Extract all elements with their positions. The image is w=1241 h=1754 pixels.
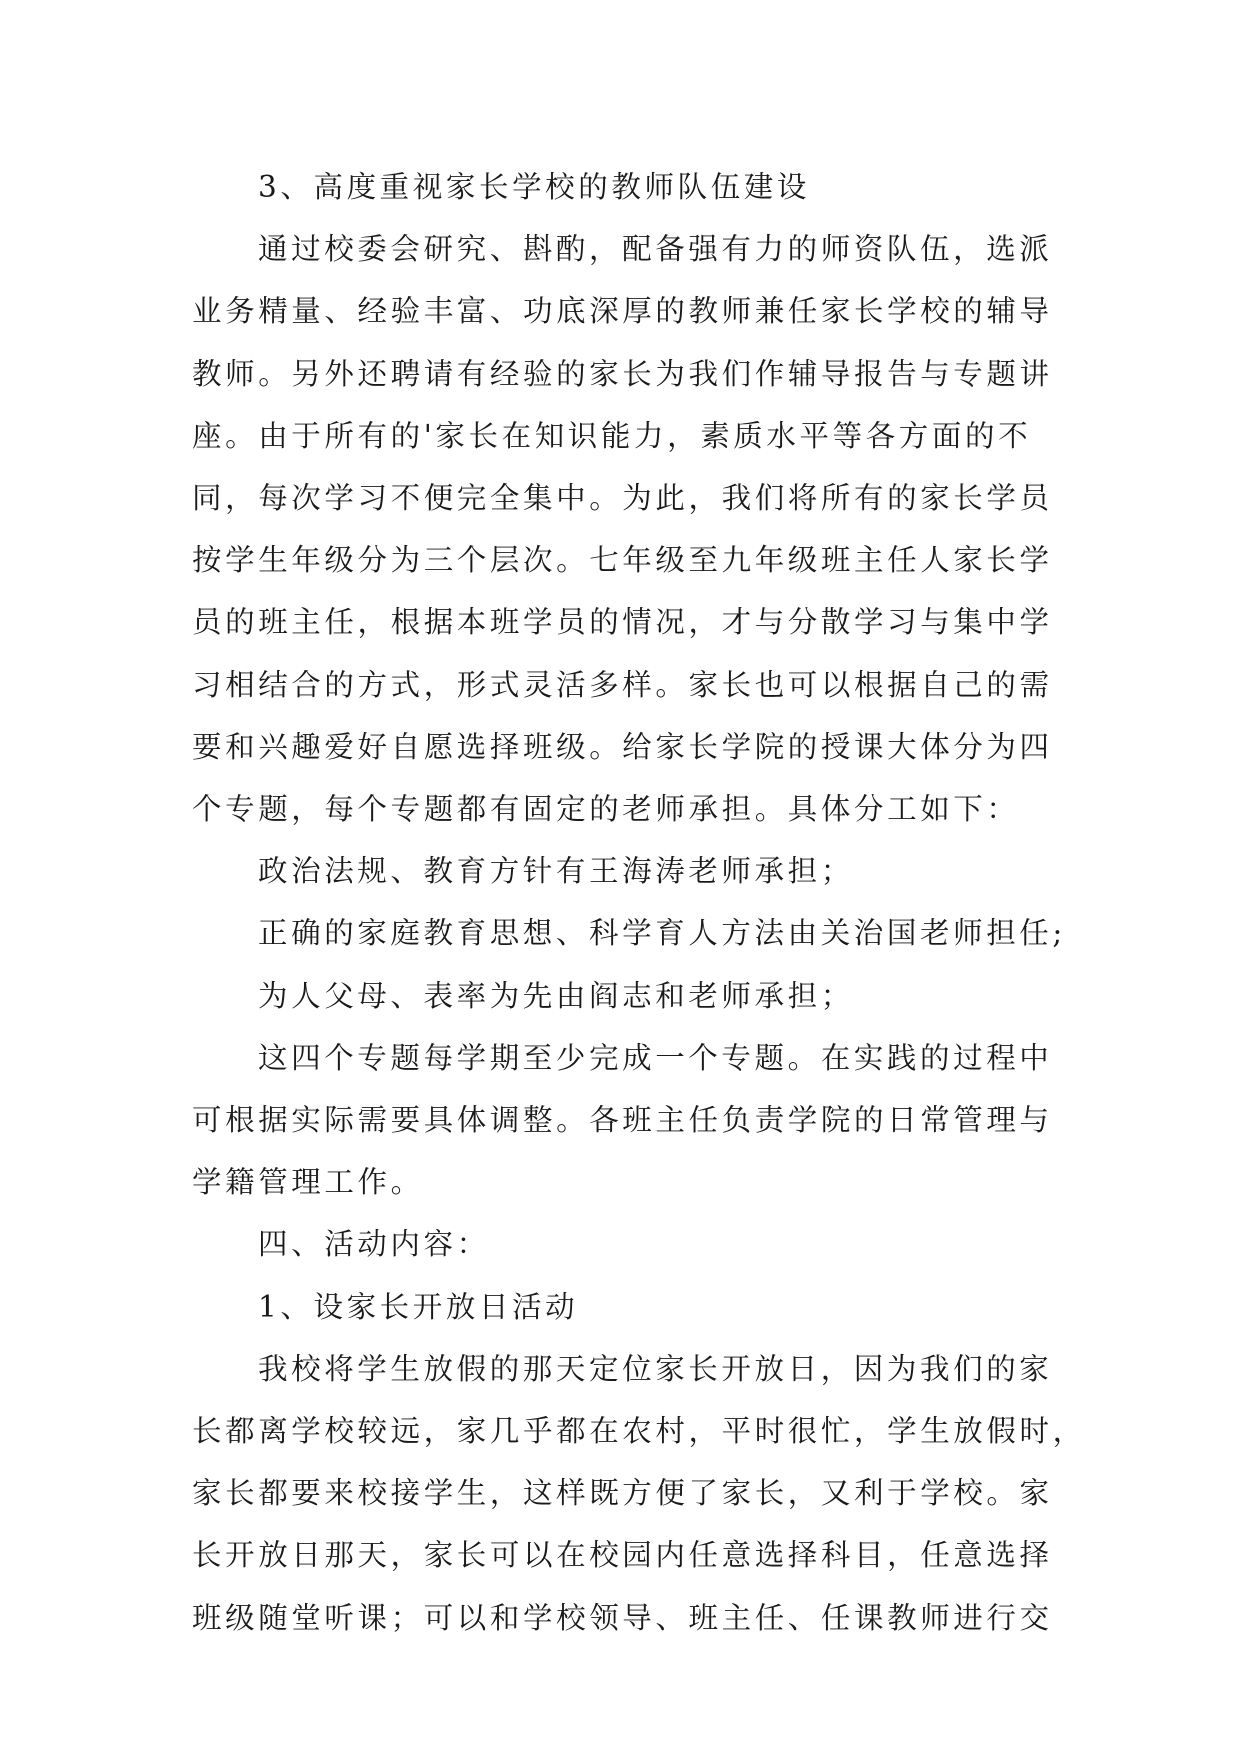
text-line: 教师。另外还聘请有经验的家长为我们作辅导报告与专题讲 [192,356,1053,391]
text-line: 四、活动内容： [258,1227,490,1262]
text-line: 同，每次学习不便完全集中。为此，我们将所有的家长学员 [192,481,1053,516]
text-line: 3、高度重视家长学校的教师队伍建设 [258,170,810,204]
text-line: 为人父母、表率为先由阎志和老师承担； [258,978,854,1013]
text-line: 长都离学校较远，家几乎都在农村，平时很忙，学生放假时， [192,1414,1086,1449]
text-line: 家长都要来校接学生，这样既方便了家长，又利于学校。家 [192,1476,1053,1511]
text-line: 个专题，每个专题都有固定的老师承担。具体分工如下： [192,792,1020,827]
text-line: 班级随堂听课；可以和学校领导、班主任、任课教师进行交 [192,1600,1053,1635]
text-line: 政治法规、教育方针有王海涛老师承担； [258,854,854,889]
paragraph [192,1276,1054,1338]
paragraph [192,965,1054,1027]
paragraph [192,156,1054,218]
text-line: 这四个专题每学期至少完成一个专题。在实践的过程中 [258,1040,1053,1075]
paragraph [192,902,1066,964]
text-line: 座。由于所有的'家长在知识能力，素质水平等各方面的不 [192,418,1032,453]
text-line: 按学生年级分为三个层次。七年级至九年级班主任人家长学 [192,543,1053,578]
text-line: 可根据实际需要具体调整。各班主任负责学院的日常管理与 [192,1103,1053,1138]
paragraph [192,1027,1054,1214]
text-line: 我校将学生放假的那天定位家长开放日，因为我们的家 [258,1351,1053,1386]
text-line: 员的班主任，根据本班学员的情况，才与分散学习与集中学 [192,605,1053,640]
text-line: 正确的家庭教育思想、科学育人方法由关治国老师担任; [258,916,1066,951]
document-body [192,156,1086,1649]
paragraph [192,218,1054,840]
text-line: 学籍管理工作。 [192,1165,424,1200]
text-line: 长开放日那天，家长可以在校园内任意选择科目，任意选择 [192,1538,1053,1573]
text-line: 业务精量、经验丰富、功底深厚的教师兼任家长学校的辅导 [192,294,1053,329]
paragraph [192,1213,1054,1275]
text-line: 1、设家长开放日活动 [258,1289,579,1324]
text-line: 习相结合的方式，形式灵活多样。家长也可以根据自己的需 [192,667,1053,702]
text-line: 通过校委会研究、斟酌，配备强有力的师资队伍，选派 [258,232,1053,267]
text-line: 要和兴趣爱好自愿选择班级。给家长学院的授课大体分为四 [192,729,1053,764]
paragraph [192,1338,1086,1649]
paragraph [192,840,1054,902]
